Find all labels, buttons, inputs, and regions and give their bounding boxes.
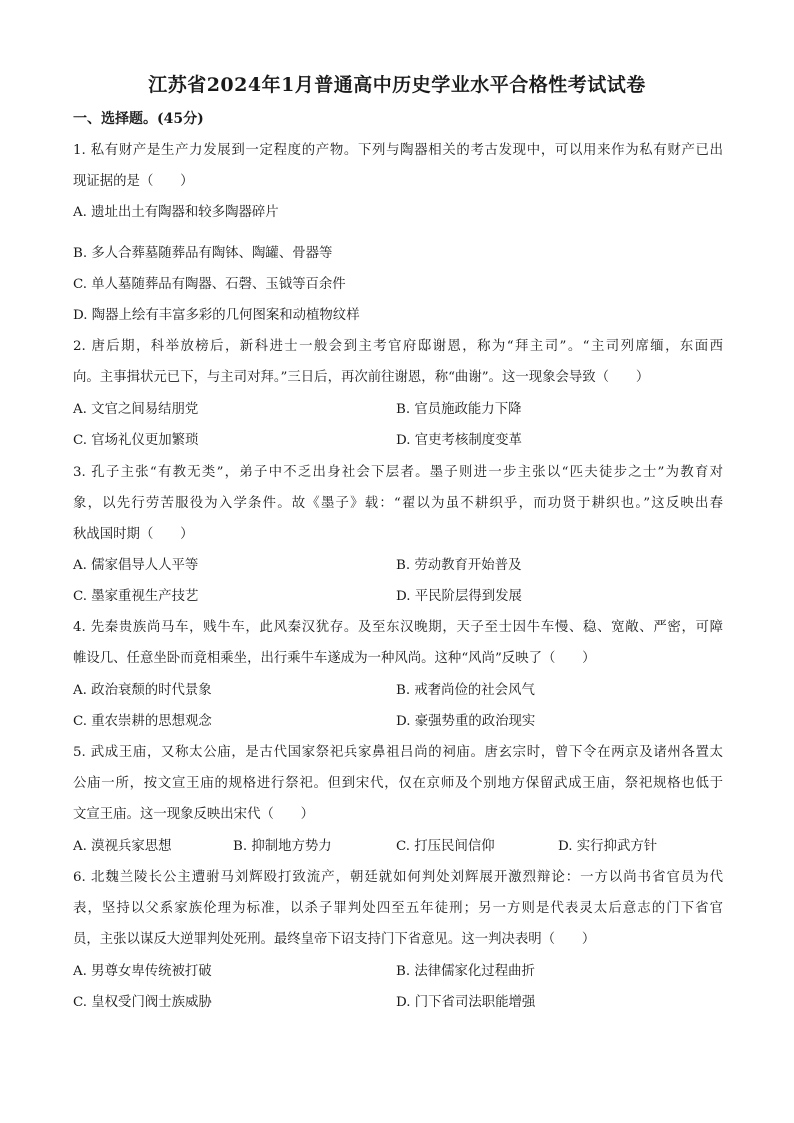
q6-stem-line-3: 员，主张以谋反大逆罪判处死刑。最终皇帝下诏支持门下省意见。这一判决表明（ ） xyxy=(73,932,596,947)
q6-option-c: C. 皇权受门阀士族威胁 xyxy=(73,995,212,1010)
q5-option-a: A. 漠视兵家思想 xyxy=(73,839,172,854)
q4-option-c: C. 重农崇耕的思想观念 xyxy=(73,714,212,729)
q6-option-a: A. 男尊女卑传统被打破 xyxy=(73,964,212,979)
q5-stem-line-2: 公庙一所，按文宣王庙的规格进行祭祀。但到宋代，仅在京师及个别地方保留武成王庙，祭祀规格也低于 xyxy=(73,776,723,791)
q2-stem-line-1: 2. 唐后期，科举放榜后，新科进士一般会到主考官府邸谢恩，称为“拜主司”。“主司列席缅，东面西 xyxy=(73,339,723,354)
q2-option-a: A. 文官之间易结朋党 xyxy=(73,402,199,417)
q5-stem-line-3: 文宣王庙。这一现象反映出宋代（ ） xyxy=(73,807,315,822)
q2-stem-line-2: 向。主事揖状元已下，与主司对拜。”三日后，再次前往谢恩，称“曲谢”。这一现象会导致（ ） xyxy=(73,370,650,385)
q1-option-c: C. 单人墓随葬品有陶器、石磬、玉钺等百余件 xyxy=(73,277,346,292)
q5-option-b: B. 抑制地方势力 xyxy=(233,839,332,854)
q5-option-d: D. 实行抑武方针 xyxy=(558,839,658,854)
q2-option-c: C. 官场礼仪更加繁琐 xyxy=(73,433,199,448)
q3-option-b: B. 劳动教育开始普及 xyxy=(396,558,522,573)
q5-option-c: C. 打压民间信仰 xyxy=(396,839,495,854)
q6-stem-line-1: 6. 北魏兰陵长公主遭驸马刘辉殴打致流产，朝廷就如何判处刘辉展开激烈辩论：一方以尚书省官员为代 xyxy=(73,870,723,885)
q1-stem-line-2: 现证据的是（ ） xyxy=(73,174,194,189)
q6-option-d: D. 门下省司法职能增强 xyxy=(396,995,536,1010)
q4-stem-line-2: 帷设几、任意坐卧而竟相乘坐，出行乘牛车遂成为一种风尚。这种“风尚”反映了（ ） xyxy=(73,651,596,666)
q1-stem-line-1: 1. 私有财产是生产力发展到一定程度的产物。下列与陶器相关的考古发现中，可以用来作为私有财产已出 xyxy=(73,143,723,158)
q4-option-b: B. 戒奢尚俭的社会风气 xyxy=(396,683,535,698)
q2-option-d: D. 官吏考核制度变革 xyxy=(396,433,522,448)
q4-option-a: A. 政治衰颓的时代景象 xyxy=(73,683,212,698)
section-heading: 一、选择题。(45分) xyxy=(73,111,204,127)
q4-stem-line-1: 4. 先秦贵族尚马车，贱牛车，此风秦汉犹存。及至东汉晚期，天子至士因牛车慢、稳、宽敞、严密，可障 xyxy=(73,620,723,635)
q2-option-b: B. 官员施政能力下降 xyxy=(396,402,522,417)
q6-stem-line-2: 表，坚持以父系家族伦理为标准，以杀子罪判处四至五年徒刑；另一方则是代表灵太后意志的门下省官 xyxy=(73,901,723,916)
page-title: 江苏省2024年1月普通高中历史学业水平合格性考试试卷 xyxy=(148,74,646,96)
q3-option-a: A. 儒家倡导人人平等 xyxy=(73,558,199,573)
q1-option-b: B. 多人合葬墓随葬品有陶钵、陶罐、骨器等 xyxy=(73,246,333,261)
q5-stem-line-1: 5. 武成王庙，又称太公庙，是古代国家祭祀兵家鼻祖吕尚的祠庙。唐玄宗时，曾下令在两京及诸州各置太 xyxy=(73,745,723,760)
q1-option-d: D. 陶器上绘有丰富多彩的几何图案和动植物纹样 xyxy=(73,308,360,323)
q6-option-b: B. 法律儒家化过程曲折 xyxy=(396,964,535,979)
q4-option-d: D. 豪强势重的政治现实 xyxy=(396,714,536,729)
q3-option-c: C. 墨家重视生产技艺 xyxy=(73,589,199,604)
q1-option-a: A. 遗址出土有陶器和较多陶器碎片 xyxy=(73,205,279,220)
q3-stem-line-1: 3. 孔子主张“有教无类”，弟子中不乏出身社会下层者。墨子则进一步主张以“匹夫徒步之士”为教育对 xyxy=(73,465,723,480)
q3-stem-line-3: 秋战国时期（ ） xyxy=(73,527,194,542)
q3-stem-line-2: 象，以先行劳苦服役为入学条件。故《墨子》载：“翟以为虽不耕织乎，而功贤于耕织也。”这反映出春 xyxy=(73,496,723,511)
q3-option-d: D. 平民阶层得到发展 xyxy=(396,589,522,604)
